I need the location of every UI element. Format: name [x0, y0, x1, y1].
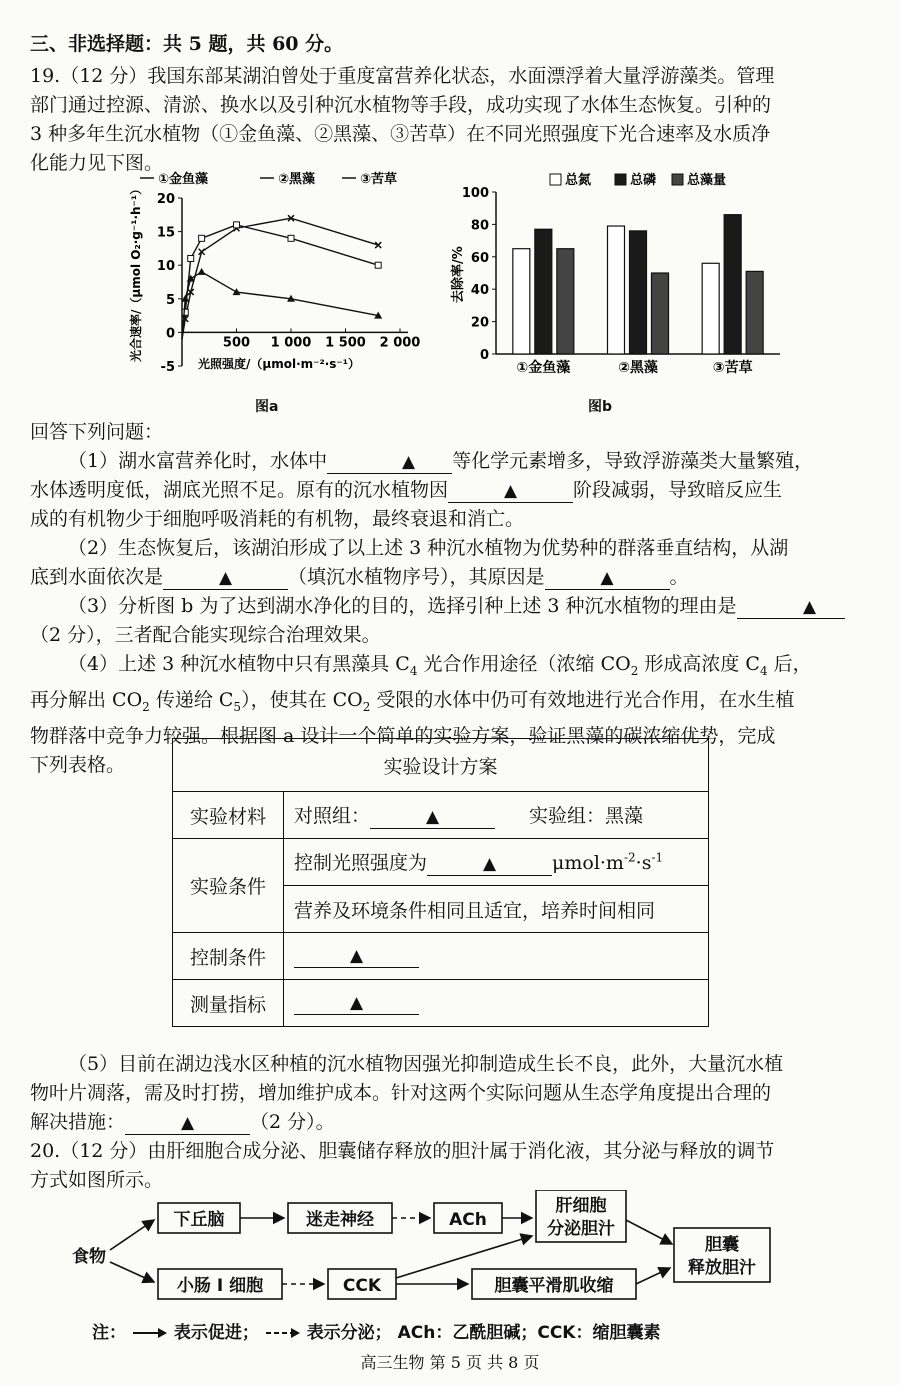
answer-blank-5[interactable]: ▲ [737, 595, 845, 619]
legend-label: 总藻量 [687, 173, 727, 188]
node-food: 食物 [72, 1247, 106, 1267]
row-label-control: 控制条件 [173, 933, 284, 980]
y-tick-label: 15 [156, 225, 175, 241]
node-ach: ACh [449, 1210, 487, 1230]
node-liver-line1: 肝细胞 [555, 1196, 607, 1216]
y-tick-label: 10 [156, 259, 175, 275]
x-tick-label: 2 000 [379, 335, 421, 351]
legend-label: ①金鱼藻 [158, 172, 209, 187]
y-axis-label: 去除率/% [451, 246, 466, 303]
q19-part-4: （4）上述 3 种沉水植物中只有黑藻具 $C_4$ 光合作用途径（浓缩 $CO_2$ 形成高浓度 $C_4$ 后， [68, 653, 812, 678]
y-tick-label: 100 [461, 186, 489, 201]
answer-prompt: 回答下列问题： [30, 421, 164, 443]
arrow-food-hypothalamus [110, 1220, 154, 1250]
q19-part-5-line-2: 物叶片凋落，需及时打捞，增加维护成本。针对这两个实际问题从生态学角度提出合理的 [30, 1082, 772, 1104]
figure-a-line-chart [110, 168, 440, 408]
q19-part-3: （3）分析图 b 为了达到湖水净化的目的，选择引种上述 3 种沉水植物的理由是 ▲ [30, 592, 870, 621]
node-intestine: 小肠 I 细胞 [176, 1276, 264, 1296]
bar-总磷 [630, 231, 647, 354]
bar-总氮 [608, 226, 625, 354]
q19-part-4-line-3: 物群落中竞争力较强。根据图 a 设计一个简单的实验方案，验证黑藻的碳浓缩优势，完成 [30, 724, 776, 747]
y-tick-label: 40 [470, 283, 489, 299]
data-point [182, 309, 188, 315]
row-material: 对照组： ▲ 实验组：黑藻 [284, 792, 709, 839]
node-smooth-muscle: 胆囊平滑肌收缩 [494, 1276, 614, 1296]
legend-label: ③苦草 [360, 172, 398, 187]
answer-blank-light[interactable]: ▲ [427, 852, 552, 876]
y-tick-label: 20 [156, 192, 175, 207]
category-label: ③苦草 [712, 360, 753, 376]
bar-总藻量 [652, 273, 669, 354]
bar-总磷 [535, 229, 552, 354]
data-point [187, 275, 195, 282]
data-point [375, 262, 381, 268]
q19-part-1: （1）湖水富营养化时，水体中 ▲ 等化学元素增多，导致浮游藻类大量繁殖， [68, 450, 814, 472]
arrow-cck-liver [396, 1236, 532, 1278]
x-tick-label: 1 500 [325, 335, 366, 351]
q19-line-2: 部门通过控源、清淤、换水以及引种沉水植物等手段，成功实现了水体生态恢复。引种的 [30, 94, 772, 116]
q20-line-1: 20.（12 分）由肝细胞合成分泌、胆囊储存释放的胆汁属于消化液，其分泌与释放的调节 [30, 1140, 775, 1162]
answer-blank-6[interactable]: ▲ [125, 1111, 250, 1135]
x-tick-label: 500 [222, 335, 251, 351]
row-light-intensity: 控制光照强度为 ▲ $\mu mol\cdot m^{-2}\cdot s^{-1}$ [284, 839, 709, 886]
answer-blank-control-group[interactable]: ▲ [370, 805, 495, 829]
data-point [188, 255, 194, 261]
y-tick-label: -5 [160, 360, 175, 375]
legend-swatch [672, 174, 683, 185]
series-line-2 [182, 225, 378, 339]
question-19-part5-and-20 [30, 1050, 870, 1195]
node-gallbladder-line1: 胆囊 [705, 1235, 739, 1255]
question-19-intro [30, 62, 870, 178]
node-vagus: 迷走神经 [306, 1210, 374, 1230]
y-tick-label: 0 [165, 326, 175, 342]
node-cck: CCK [342, 1276, 382, 1296]
bar-总氮 [702, 263, 719, 354]
q19-part-4-line-4: 下列表格。 [30, 753, 126, 776]
legend-swatch [615, 174, 626, 185]
legend-label: 总磷 [630, 173, 657, 188]
page-footer: 高三生物 第 5 页 共 8 页 [360, 1353, 540, 1372]
row-label-material: 实验材料 [173, 792, 284, 839]
q19-part-5-line-3: 解决措施： ▲ （2 分）。 [30, 1111, 335, 1133]
diagram-legend-note: 注： 表示促进； 表示分泌； ACh：乙酰胆碱；CCK：缩胆囊素 [92, 1323, 661, 1343]
figure-b-caption: 图b [588, 399, 613, 415]
arrow-liver-gallbladder [626, 1220, 672, 1244]
q19-part-5: （5）目前在湖边浅水区种植的沉水植物因强光抑制造成生长不良，此外，大量沉水植 [68, 1053, 784, 1075]
bar-总磷 [724, 215, 741, 354]
bar-总氮 [513, 249, 530, 354]
dashed-arrow-icon [265, 1327, 301, 1339]
arrow-smooth-gallbladder [636, 1268, 670, 1284]
legend-label: 总氮 [565, 173, 592, 188]
y-axis-label: 光合速率/（μmol O₂·g⁻¹·h⁻¹） [129, 182, 143, 362]
series-line-3 [182, 272, 378, 339]
y-tick-label: 80 [470, 218, 489, 234]
y-tick-label: 60 [470, 250, 489, 266]
node-gallbladder-line2: 释放胆汁 [688, 1258, 756, 1278]
solid-arrow-icon [132, 1327, 168, 1339]
y-tick-label: 5 [165, 292, 175, 308]
row-control [284, 933, 709, 980]
bar-总藻量 [746, 271, 763, 354]
data-point [199, 235, 205, 241]
section-title: 三、非选择题：共 5 题，共 60 分。 [30, 33, 344, 55]
q20-line-2: 方式如图所示。 [30, 1169, 164, 1191]
row-label-conditions: 实验条件 [173, 839, 284, 933]
x-tick-label: 1 000 [270, 335, 312, 351]
bar-总藻量 [557, 249, 574, 354]
table-header: 实验设计方案 [173, 739, 709, 792]
q19-part-1-line-2: 水体透明度低，湖底光照不足。原有的沉水植物因 ▲ 阶段减弱，导致暗反应生 [30, 479, 783, 501]
q19-part-4-line-2: 再分解出 $CO_2$ 传递给 $C_5$），使其在 $CO_2$ 受限的水体中仍可有效地进行光合作用，在水生植 [30, 688, 795, 714]
bile-regulation-diagram [60, 1190, 820, 1310]
answer-blank-measure[interactable]: ▲ [294, 991, 419, 1015]
answer-blank-2[interactable]: ▲ [448, 479, 573, 503]
experiment-design-table [172, 738, 709, 1027]
answer-blank-control-condition[interactable]: ▲ [294, 944, 419, 968]
q19-line-1: 19.（12 分）我国东部某湖泊曾处于重度富营养化状态，水面漂浮着大量浮游藻类。管理 [30, 65, 775, 87]
data-point [234, 222, 240, 228]
question-19-parts [30, 418, 870, 780]
legend-swatch [550, 174, 561, 185]
arrow-food-intestine [110, 1262, 154, 1282]
figures-a-b [110, 168, 810, 418]
figure-a-caption: 图a [255, 399, 279, 415]
category-label: ①金鱼藻 [516, 360, 571, 376]
q19-part-2-line-2: 底到水面依次是 ▲ （填沉水植物序号），其原因是 ▲ 。 [30, 566, 689, 588]
y-tick-label: 0 [479, 348, 489, 363]
q19-part-1-line-3: 成的有机物少于细胞呼吸消耗的有机物，最终衰退和消亡。 [30, 508, 525, 530]
q19-part-3-line-2: （2 分），三者配合能实现综合治理效果。 [30, 624, 381, 646]
figure-b-bar-chart [440, 168, 800, 408]
q19-line-3: 3 种多年生沉水植物（①金鱼藻、②黑藻、③苦草）在不同光照强度下光合速率及水质净 [30, 123, 771, 145]
row-nutrient-conditions: 营养及环境条件相同且适宜，培养时间相同 [284, 886, 709, 933]
q19-line-4: 化能力见下图。 [30, 152, 164, 174]
data-point [198, 268, 206, 275]
legend-label: ②黑藻 [278, 172, 316, 187]
node-hypothalamus: 下丘脑 [173, 1210, 225, 1230]
node-liver-line2: 分泌胆汁 [547, 1219, 615, 1239]
q19-part-2: （2）生态恢复后，该湖泊形成了以上述 3 种沉水植物为优势种的群落垂直结构，从湖 [68, 537, 789, 559]
row-label-measure: 测量指标 [173, 980, 284, 1027]
answer-blank-1[interactable]: ▲ [327, 450, 452, 474]
data-point [288, 235, 294, 241]
x-axis-label: 光照强度/（μmol·m⁻²·s⁻¹） [198, 357, 361, 371]
y-tick-label: 20 [470, 315, 489, 331]
answer-blank-3[interactable]: ▲ [163, 566, 288, 590]
answer-blank-4[interactable]: ▲ [545, 566, 670, 590]
data-point [233, 288, 241, 295]
category-label: ②黑藻 [618, 360, 658, 376]
row-measure [284, 980, 709, 1027]
